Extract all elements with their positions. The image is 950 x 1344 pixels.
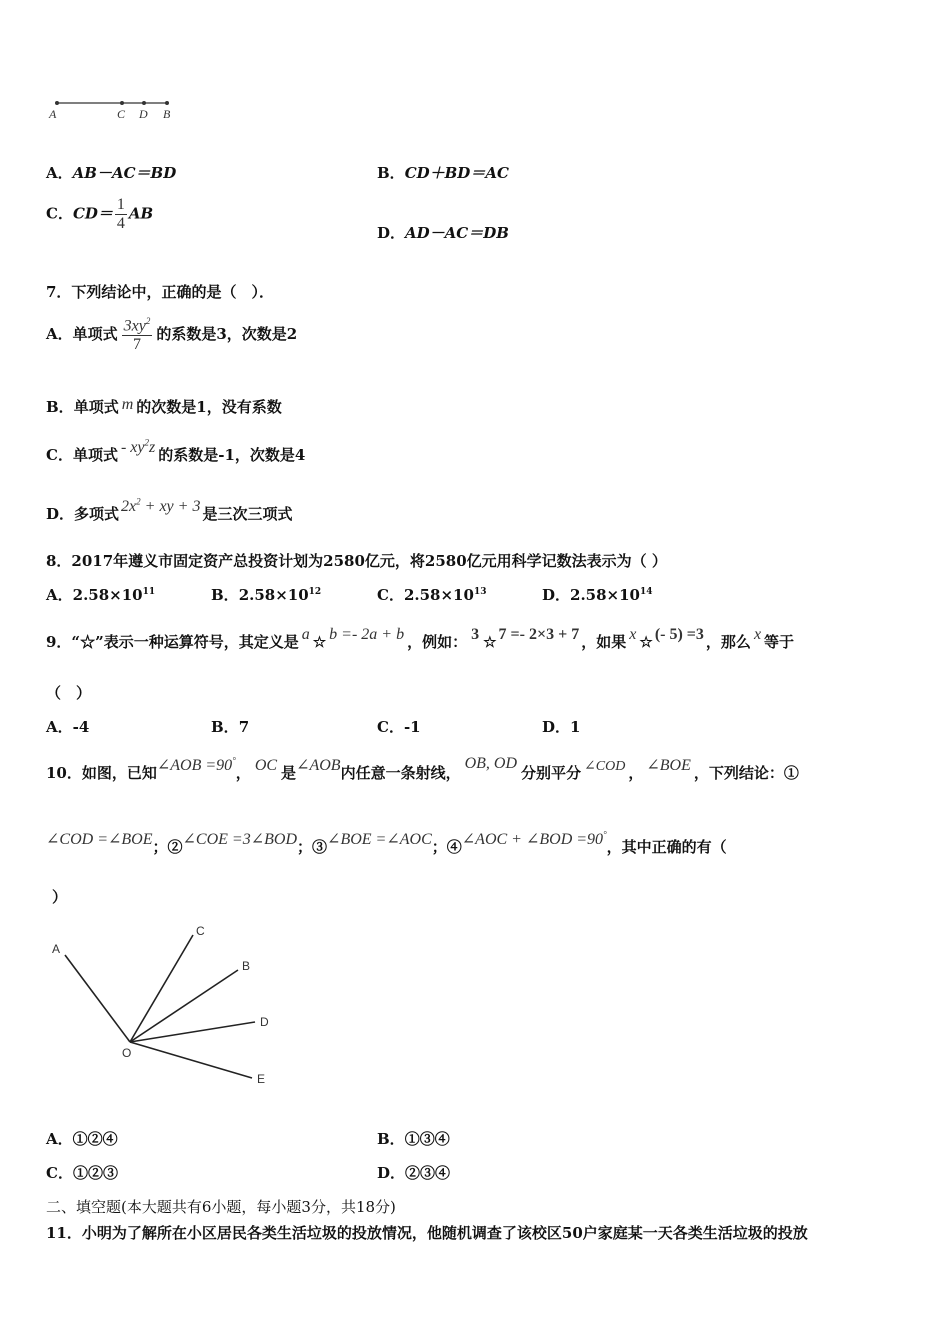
angle-figure (40, 915, 290, 1095)
q6-option-c: C．CD＝ $\frac{1}{4}$ AB (46, 196, 154, 232)
q9-stem: 9．“☆”表示一种运算符号，其定义是 a ☆ b =- 2a + b ，例如： 3 ☆ 7 =- 2×3 + 7 ，如果 x ☆ (- 5) =3 ，那么 x 等于 (46, 626, 795, 651)
q10-option-b: B．①③④ (377, 1130, 450, 1148)
q10-stem-line2: ∠COD =∠BOE；②∠COE =3∠BOD；③∠BOE =∠AOC；④∠AOC + ∠BOD =90°，其中正确的有（ (46, 829, 727, 856)
fraction-one-quarter: $\frac{1}{4}$ (116, 196, 125, 232)
point-c (120, 101, 124, 105)
segment-figure (45, 95, 185, 125)
label-c: C (117, 107, 126, 121)
q9-paren: （ ） (46, 684, 92, 702)
point-d (142, 101, 146, 105)
label-a: A (49, 107, 57, 121)
q7-option-a: A．单项式 $\frac{3xy^2}{7}$ 的系数是3，次数是2 (46, 316, 298, 354)
ray-oa (65, 955, 130, 1042)
label-d: D (139, 107, 148, 121)
ray-od (130, 1022, 255, 1042)
section-title: 二、填空题(本大题共有6小题，每小题3分，共18分) (46, 1198, 396, 1216)
q10-close-paren: ） (52, 888, 68, 906)
q6-option-a: A．AB－AC＝BD (46, 164, 177, 182)
q9-option-a: A．-4 (46, 718, 90, 736)
fig-label-c: C (196, 924, 205, 938)
q8-option-d: D．$2.58\times 10^{14}$ (542, 586, 653, 604)
q7-option-c: C．单项式 - $xy^2z$ 的系数是-1，次数是4 (46, 437, 306, 464)
q9-option-b: B．7 (211, 718, 250, 736)
fig-label-d: D (260, 1015, 269, 1029)
q10-option-c: C．①②③ (46, 1164, 118, 1182)
q7-option-d: D．多项式 $2x^2$ + xy + 3 是三次三项式 (46, 496, 293, 523)
point-a (55, 101, 59, 105)
ray-oe (130, 1042, 252, 1078)
q10-option-d: D．②③④ (377, 1164, 451, 1182)
fig-label-o: O (122, 1046, 132, 1060)
ray-oc (130, 935, 193, 1042)
q11-text: 11．小明为了解所在小区居民各类生活垃圾的投放情况，他随机调查了该校区50户家庭某一天各类生活垃圾的投放 (46, 1224, 808, 1242)
label-b: B (163, 107, 171, 121)
q8-option-b: B．$2.58\times 10^{12}$ (211, 586, 322, 604)
fraction-3xy2-over-7: $\frac{3xy^2}{7}$ (123, 316, 151, 354)
q10-stem-line1: 10．如图，已知∠AOB =90°， OC 是∠AOB内任意一条射线，OB, OD分别平分 ∠COD ， ∠BOE ，下列结论：① (46, 755, 799, 782)
q6-option-d: D．AD－AC＝DB (377, 224, 509, 242)
q8-option-c: C．$2.58\times 10^{13}$ (377, 586, 487, 604)
q9-option-d: D．1 (542, 718, 581, 736)
fig-label-b: B (242, 959, 251, 973)
q8-option-a: A．$2.58\times 10^{11}$ (46, 586, 156, 604)
q10-option-a: A．①②④ (46, 1130, 118, 1148)
point-b (165, 101, 169, 105)
ray-ob (130, 970, 238, 1042)
fig-label-a: A (52, 942, 61, 956)
q7-stem: 7．下列结论中，正确的是（ ）． (46, 283, 274, 301)
q6-option-b: B．CD＋BD＝AC (377, 164, 509, 182)
fig-label-e: E (257, 1072, 266, 1086)
q8-stem: 8．2017年遵义市固定资产总投资计划为2580亿元，将2580亿元用科学记数法表示为（ ） (46, 552, 667, 570)
q7-option-b: B．单项式 m 的次数是1，没有系数 (46, 396, 282, 416)
q9-option-c: C．-1 (377, 718, 421, 736)
